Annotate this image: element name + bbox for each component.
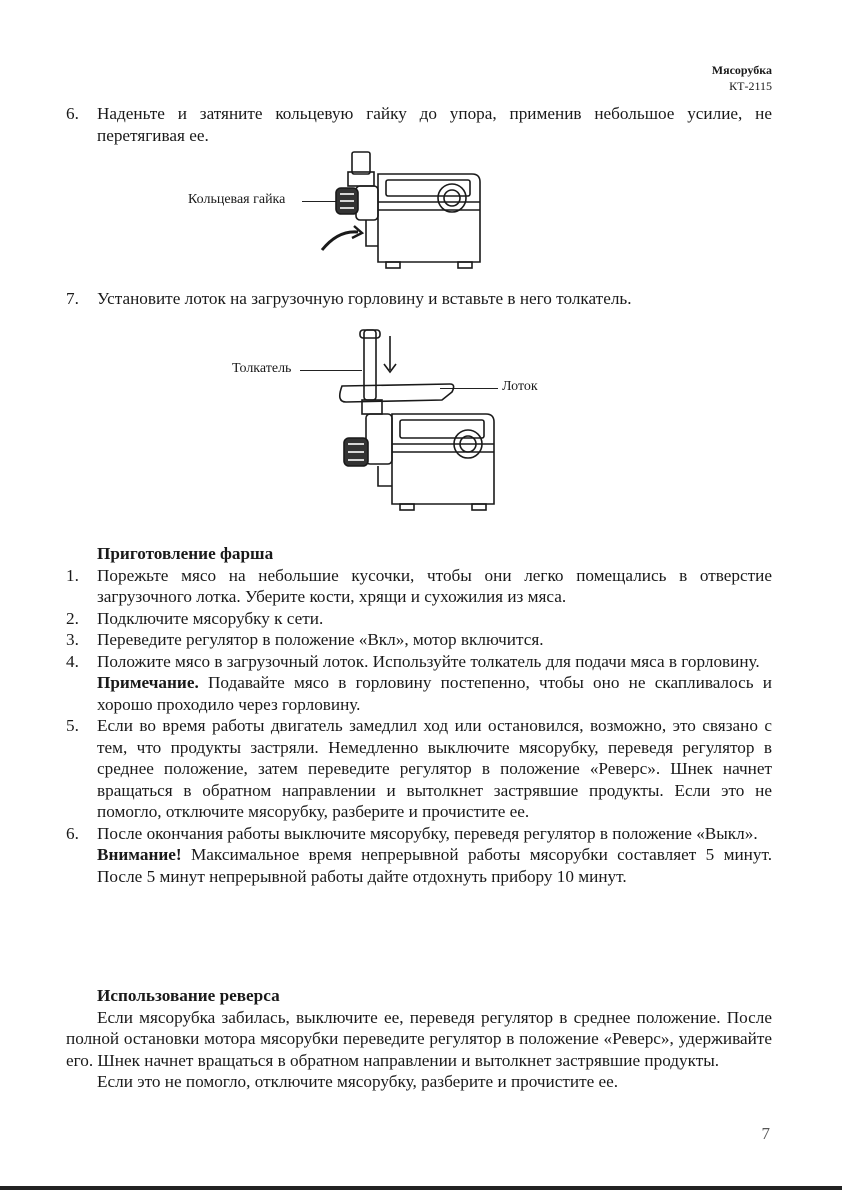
item-number: 5. xyxy=(66,716,79,735)
page-number: 7 xyxy=(761,1124,770,1143)
mince-title: Приготовление фарша xyxy=(97,544,274,563)
item-number: 4. xyxy=(66,651,79,671)
section-reverse xyxy=(66,985,772,1093)
note-label: Примечание. xyxy=(97,673,199,692)
list-item xyxy=(66,715,772,823)
section-mince xyxy=(66,543,772,887)
list-item xyxy=(66,629,772,651)
figure-tray-pusher xyxy=(220,326,560,526)
item-text: Если во время работы двигатель замедлил ход или остановился, возможно, это связано с тем, что продукты застряли. Немедленно выключите мясорубку, переведя регулятор в среднее положение, затем переведите регулятор в положение «Реверс». Шнек начнет вращаться в обратном направлении и вытолкнет застрявшие продукты. Если это не помогло, отключите мясорубку, разберите и прочистите ее. xyxy=(97,716,772,821)
bottom-rule xyxy=(0,1186,842,1190)
list-item xyxy=(66,565,772,608)
label-pusher: Толкатель xyxy=(232,361,292,376)
step-6-number: 6. xyxy=(66,104,79,123)
item-number: 3. xyxy=(66,630,79,649)
meat-grinder-illustration-2 xyxy=(220,326,560,526)
item-number: 6. xyxy=(66,823,79,843)
label-ring-nut: Кольцевая гайка xyxy=(188,192,286,207)
item-text: Положите мясо в загрузочный лоток. Используйте толкатель для подачи мяса в горловину. xyxy=(97,651,760,671)
item-text: Порежьте мясо на небольшие кусочки, чтобы они легко помещались в отверстие загрузочного лотка. Уберите кости, хрящи и сухожилия из мяса. xyxy=(97,565,772,606)
item-text: Подключите мясорубку к сети. xyxy=(97,608,324,628)
list-item xyxy=(66,608,772,630)
figure-ring-nut xyxy=(180,150,520,280)
label-tray: Лоток xyxy=(502,379,538,394)
reverse-paragraph-2: Если это не помогло, отключите мясорубку, разберите и прочистите ее. xyxy=(97,1072,619,1091)
list-item xyxy=(66,823,772,845)
reverse-paragraph-1: Если мясорубка забилась, выключите ее, переведя регулятор в среднее положение. После полной остановки мотора мясорубки переведите регулятор в положение «Реверс», удерживайте его. Шнек начнет вращаться в обратном направлении и вытолкнет застрявшие продукты. xyxy=(66,1007,772,1070)
item-number: 2. xyxy=(66,608,79,628)
meat-grinder-illustration-1 xyxy=(180,150,520,280)
item-text: После окончания работы выключите мясорубку, переведя регулятор в положение «Выкл». xyxy=(97,823,758,843)
note xyxy=(66,672,772,715)
step-7-text: Установите лоток на загрузочную горловину и вставьте в него толкатель. xyxy=(97,289,632,308)
reverse-title: Использование реверса xyxy=(97,986,280,1005)
step-7-number: 7. xyxy=(66,289,79,308)
list-item xyxy=(66,651,772,673)
item-text: Переведите регулятор в положение «Вкл», мотор включится. xyxy=(97,630,544,649)
header-model: КТ-2115 xyxy=(729,79,772,93)
item-number: 1. xyxy=(66,565,79,585)
warning xyxy=(66,844,772,887)
step-7 xyxy=(66,288,772,310)
page-header xyxy=(712,62,772,94)
warning-label: Внимание! xyxy=(97,845,182,864)
step-6 xyxy=(66,103,772,146)
step-6-text: Наденьте и затяните кольцевую гайку до упора, применив небольшое усилие, не перетягивая ее. xyxy=(97,104,772,145)
warning-text: Максимальное время непрерывной работы мясорубки составляет 5 минут. После 5 минут непрерывной работы дайте отдохнуть прибору 10 минут. xyxy=(97,845,772,886)
note-text: Подавайте мясо в горловину постепенно, чтобы оно не скапливалось и хорошо проходило через горловину. xyxy=(97,673,772,714)
header-title: Мясорубка xyxy=(711,63,772,77)
